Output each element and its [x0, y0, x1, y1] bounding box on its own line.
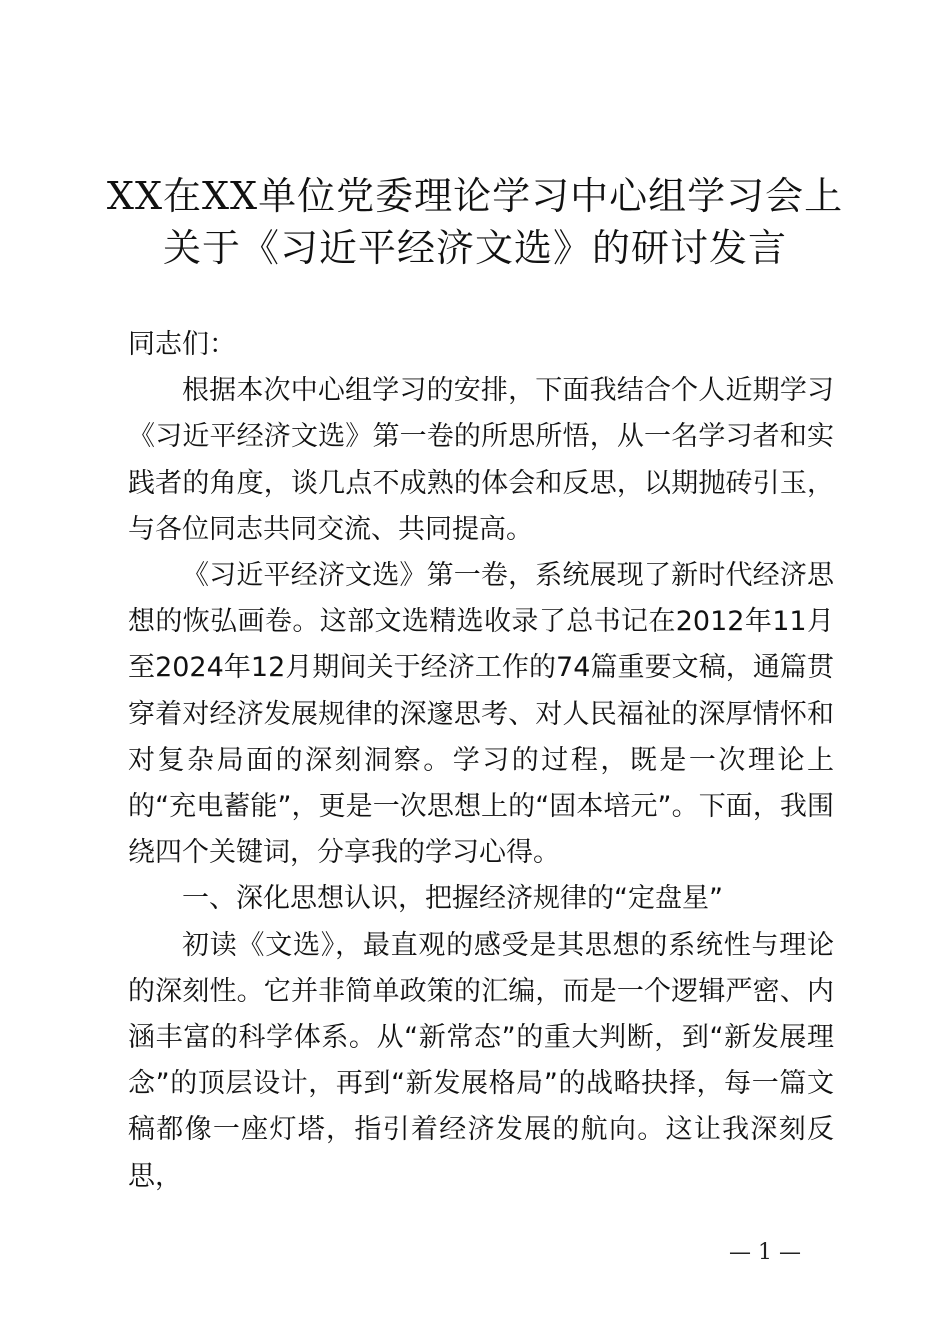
document-title-line-2: 关于《习近平经济文选》的研讨发言 [162, 226, 787, 270]
body-paragraph-1: 根据本次中心组学习的安排，下面我结合个人近期学习《习近平经济文选》第一卷的所思所悟，从一名学习者和实践者的角度，谈几点不成熟的体会和反思，以期抛砖引玉，与各位同志共同交流、共同提高。 [128, 375, 834, 545]
section-1-paragraph-1: 初读《文选》，最直观的感受是其思想的系统性与理论的深刻性。它并非简单政策的汇编，而是一个逻辑严密、内涵丰富的科学体系。从“新常态”的重大判断，到“新发展理念”的顶层设计，再到“新发展格局”的战略抉择，每一篇文稿都像一座灯塔，指引着经济发展的航向。这让我深刻反思， [128, 929, 834, 1192]
page-number: — 1 — [729, 1240, 801, 1265]
salutation: 同志们： [128, 329, 236, 360]
section-heading-1: 一、深化思想认识，把握经济规律的“定盘星” [182, 883, 723, 915]
document-title-line-1: XX在XX单位党委理论学习中心组学习会上 [106, 174, 844, 218]
document-body [128, 322, 834, 1200]
body-paragraph-2: 《习近平经济文选》第一卷，系统展现了新时代经济思想的恢弘画卷。这部文选精选收录了总书记在2012年11月至2024年12月期间关于经济工作的74篇重要文稿，通篇贯穿着对经济发展规律的深邃思考、对人民福祉的深厚情怀和对复杂局面的深刻洞察。学习的过程，既是一次理论上的“充电蓄能”，更是一次思想上的“固本培元”。下面，我围绕四个关键词，分享我的学习心得。 [128, 560, 834, 869]
